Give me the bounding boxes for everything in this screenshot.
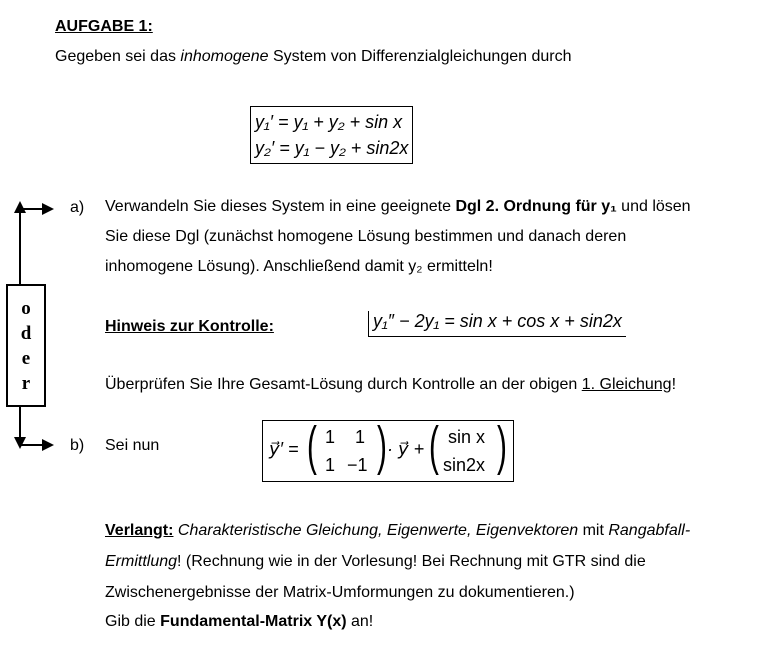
required-line1-italic: Charakteristische Gleichung, Eigenwerte, Eigenvektoren [173, 522, 579, 539]
required-line4 [105, 613, 373, 631]
matrix-cell: 1 [325, 455, 336, 475]
oder-letter: e [21, 347, 31, 369]
oder-letter: o [21, 297, 31, 319]
part-a-line1 [105, 192, 691, 222]
matrix-right-paren: ) [377, 416, 387, 476]
part-a-line1-pre: Verwandeln Sie dieses System in eine geeignete [105, 198, 456, 215]
vector-left-paren: ( [429, 416, 439, 476]
ode-system-box [250, 106, 413, 164]
part-a-line1-post: und lösen [616, 198, 691, 215]
part-b-label: b) [70, 437, 85, 454]
oder-letter: r [21, 372, 31, 394]
oder-letter: d [20, 322, 32, 344]
check-link: 1. Gleichung [581, 376, 672, 393]
required-label: Verlangt: [105, 522, 174, 539]
hint-label: Hinweis zur Kontrolle: [105, 318, 274, 335]
vector-y-term: · y⃗ + [387, 439, 425, 459]
matrix-cell: −1 [347, 455, 368, 475]
ode-equation-2: y₂′ = y₁ − y₂ + sin2x [255, 138, 409, 158]
intro-after: System von Differenzialgleichungen durch [268, 48, 572, 65]
task-title: AUFGABE 1: [55, 18, 153, 35]
check-text [105, 376, 676, 394]
check-pre: Überprüfen Sie Ihre Gesamt-Lösung durch Kontrolle an der obigen [105, 376, 582, 393]
matrix-left-paren: ( [307, 416, 317, 476]
required-line2 [105, 553, 646, 571]
vector-cell: sin2x [443, 455, 486, 475]
ode-equation-1: y₁′ = y₁ + y₂ + sin x [255, 112, 403, 132]
vector-cell: sin x [448, 427, 486, 447]
matrix-equation-box [262, 416, 514, 482]
required-line4-pre: Gib die [105, 613, 161, 630]
vector-right-paren: ) [497, 416, 507, 476]
required-line4-post: an! [346, 613, 374, 630]
part-a-line2: Sie diese Dgl (zunächst homogene Lösung bestimmen und danach deren [105, 228, 627, 245]
required-line1-mid: mit [578, 522, 609, 539]
required-line1 [105, 522, 690, 540]
intro-before: Gegeben sei das [55, 48, 181, 65]
intro-italic: inhomogene [180, 48, 269, 65]
matrix-cell: 1 [355, 427, 366, 447]
required-line3: Zwischenergebnisse der Matrix-Umformungen zu dokumentieren.) [105, 584, 575, 601]
vector-y-prime-lhs: y⃗′ = [269, 439, 299, 459]
required-line4-bold: Fundamental-Matrix Y(x) [160, 613, 347, 630]
part-b-text: Sei nun [105, 437, 160, 454]
matrix-cell: 1 [325, 427, 336, 447]
intro-text [55, 48, 571, 66]
hint-equation: y₁″ − 2y₁ = sin x + cos x + sin2x [368, 311, 626, 337]
part-a-label: a) [70, 199, 85, 216]
check-post: ! [671, 376, 677, 393]
oder-box [6, 284, 46, 407]
required-line1-italic2: Rangabfall- [608, 522, 691, 539]
part-a-line3: inhomogene Lösung). Anschließend damit y₂ ermitteln! [105, 258, 493, 275]
part-a-line1-bold: Dgl 2. Ordnung für y₁ [455, 198, 617, 215]
required-line2-rest: ! (Rechnung wie in der Vorlesung! Bei Rechnung mit GTR sind die [177, 553, 646, 570]
required-line2-italic: Ermittlung [105, 553, 178, 570]
